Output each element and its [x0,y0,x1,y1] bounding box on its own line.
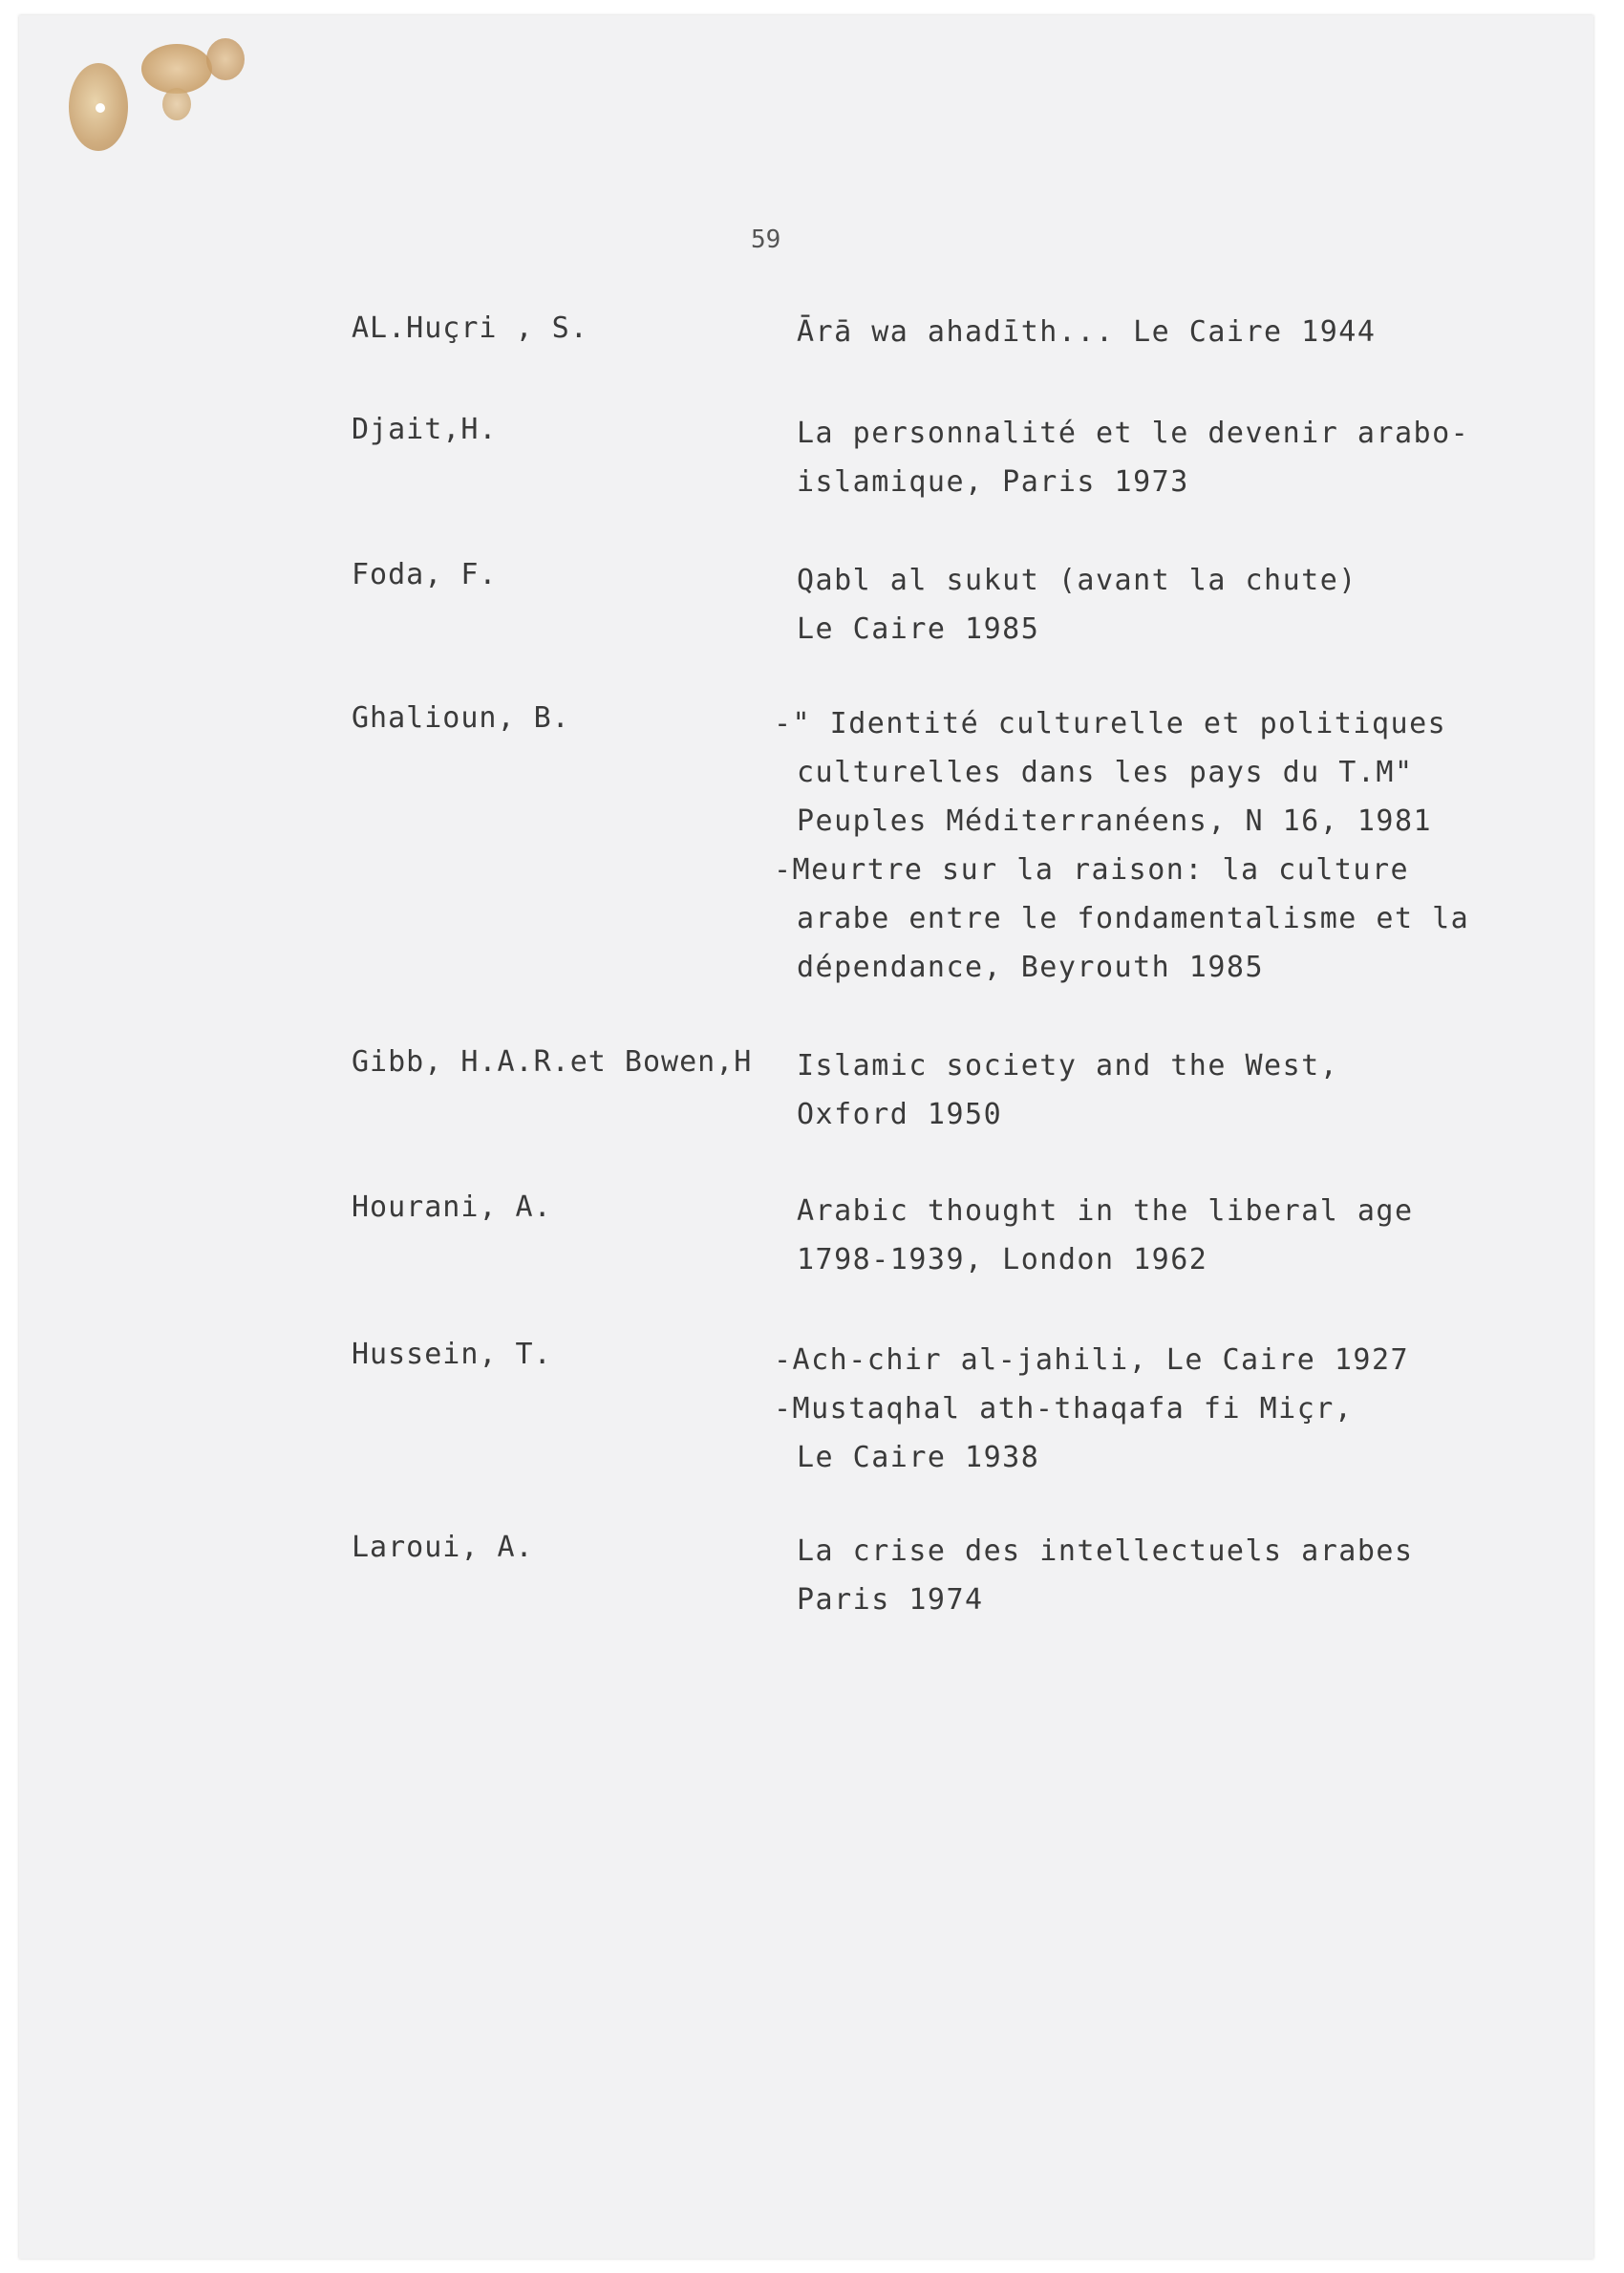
stain-mark [206,38,245,80]
entry-reference [797,1041,1338,1139]
entry-author: Foda, F. [352,558,498,591]
entry-author: Djait,H. [352,413,498,446]
reference-line: Le Caire 1985 [797,612,1040,646]
entry-author: Hourani, A. [352,1190,552,1224]
page-number: 59 [751,225,781,254]
reference-line: La crise des intellectuels arabes [797,1534,1414,1568]
reference-line: culturelles dans les pays du T.M" [797,756,1414,789]
reference-line: Paris 1974 [797,1583,984,1617]
reference-line: Le Caire 1938 [797,1441,1040,1474]
entry-reference [797,1187,1414,1284]
entry-reference [797,556,1357,654]
reference-line: dépendance, Beyrouth 1985 [797,951,1265,984]
stain-mark [141,44,212,94]
entry-reference [797,1527,1414,1624]
stain-mark [162,88,191,120]
reference-line: Peuples Méditerranéens, N 16, 1981 [797,804,1433,838]
entry-reference [797,308,1376,356]
entry-author: Hussein, T. [352,1338,552,1371]
entry-reference [797,409,1469,506]
reference-line: arabe entre le fondamentalisme et la [797,902,1470,935]
entry-author: Gibb, H.A.R.et Bowen,H [352,1045,753,1079]
punch-hole [96,103,105,113]
entry-reference [774,1336,1409,1482]
reference-line: Islamic society and the West, [797,1049,1339,1083]
reference-line: -Mustaqhal ath-thaqafa fi Miçr, [774,1392,1354,1426]
reference-line: 1798-1939, London 1962 [797,1243,1208,1276]
reference-line: Qabl al sukut (avant la chute) [797,564,1357,597]
reference-line: -Meurtre sur la raison: la culture [774,853,1410,887]
reference-line: -Ach-chir al-jahili, Le Caire 1927 [774,1343,1410,1377]
entry-author: AL.Huçri , S. [352,311,588,345]
reference-line: La personnalité et le devenir arabo- [797,417,1470,450]
entry-author: Laroui, A. [352,1531,534,1564]
reference-line: -" Identité culturelle et politiques [774,707,1447,740]
entry-author: Ghalioun, B. [352,701,570,735]
reference-line: islamique, Paris 1973 [797,465,1189,499]
entry-reference [774,699,1469,992]
reference-line: Ārā wa ahadīth... Le Caire 1944 [797,315,1377,349]
reference-line: Arabic thought in the liberal age [797,1194,1414,1228]
reference-line: Oxford 1950 [797,1098,1003,1131]
